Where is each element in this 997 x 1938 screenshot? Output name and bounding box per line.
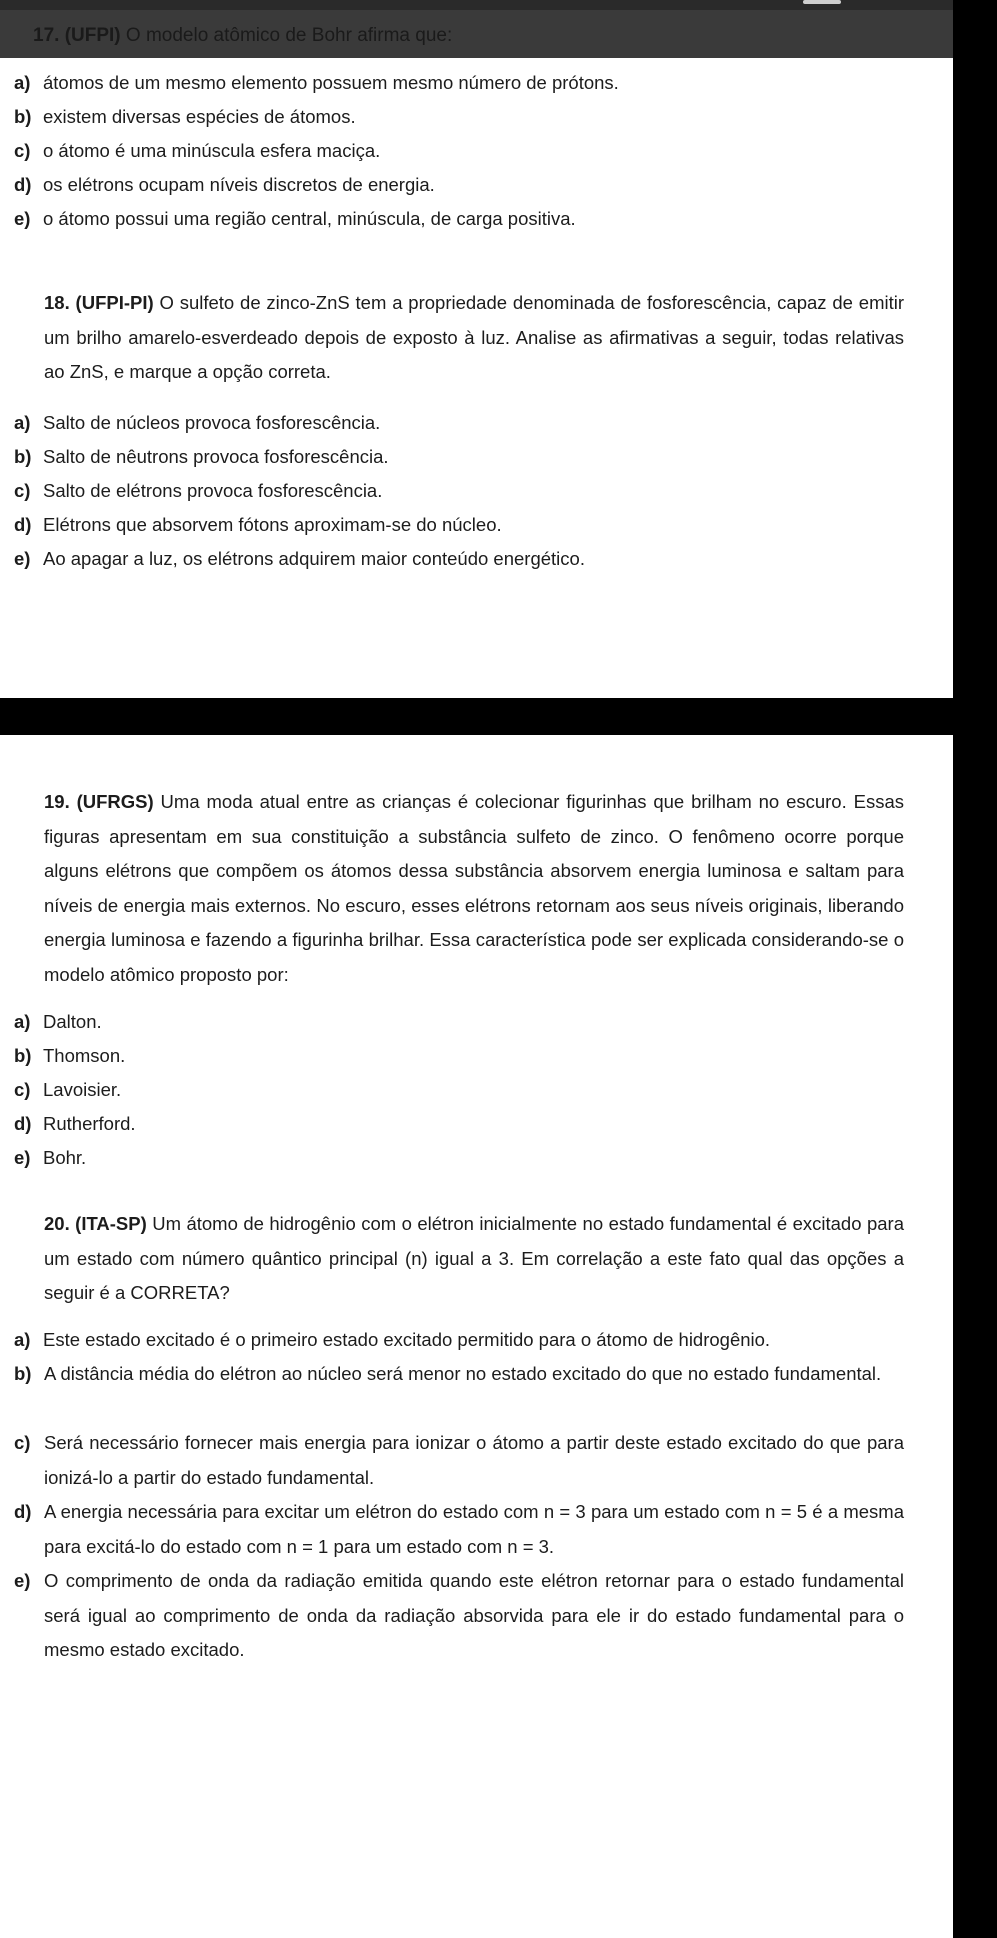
option-text: Elétrons que absorvem fótons aproximam-se do núcleo. [43, 514, 502, 535]
q18-option-d[interactable] [14, 508, 502, 543]
option-letter: c) [14, 140, 31, 161]
option-text: o átomo possui uma região central, minúscula, de carga positiva. [43, 208, 576, 229]
q20-option-a[interactable] [14, 1323, 770, 1358]
question-18-stem: O sulfeto de zinco-ZnS tem a propriedade denominada de fosforescência, capaz de emitir um brilho amarelo-esverdeado depois de exposto à luz. Analise as afirmativas a seguir, todas relativas ao ZnS, e marque a opção correta. [44, 292, 905, 382]
option-text: o átomo é uma minúscula esfera maciça. [43, 140, 381, 161]
option-letter: e) [14, 208, 31, 229]
option-text: Salto de elétrons provoca fosforescência. [43, 480, 383, 501]
question-20-title: 20. (ITA-SP) [44, 1213, 147, 1234]
question-20-stem: Um átomo de hidrogênio com o elétron inicialmente no estado fundamental é excitado para um estado com número quântico principal (n) igual a 3. Em correlação a este fato qual das opções a seguir é a CORRETA? [44, 1213, 904, 1303]
window-handle[interactable] [803, 0, 841, 4]
option-text: Dalton. [43, 1011, 102, 1032]
option-text: Será necessário fornecer mais energia para ionizar o átomo a partir deste estado excitado do que para ionizá-lo a partir do estado fundamental. [44, 1432, 904, 1488]
page-panel-2 [0, 735, 953, 1938]
option-letter: c) [14, 1432, 31, 1453]
q18-option-b[interactable] [14, 440, 389, 475]
option-text: os elétrons ocupam níveis discretos de energia. [43, 174, 435, 195]
option-text: A distância média do elétron ao núcleo será menor no estado excitado do que no estado fundamental. [44, 1363, 882, 1384]
q19-option-a[interactable] [14, 1005, 102, 1040]
option-letter: c) [14, 480, 31, 501]
q19-option-e[interactable] [14, 1141, 86, 1176]
option-letter: b) [14, 1045, 32, 1066]
page-panel-1 [0, 58, 953, 698]
q17-option-b[interactable] [14, 100, 356, 135]
q20-option-c[interactable] [14, 1426, 904, 1495]
top-bar [0, 0, 997, 10]
option-text: átomos de um mesmo elemento possuem mesmo número de prótons. [43, 72, 619, 93]
option-letter: d) [14, 174, 32, 195]
q18-option-c[interactable] [14, 474, 382, 509]
q17-option-d[interactable] [14, 168, 435, 203]
question-19-title: 19. (UFRGS) [44, 791, 154, 812]
q17-option-e[interactable] [14, 202, 576, 237]
option-letter: b) [14, 1363, 32, 1384]
q20-option-e[interactable] [14, 1564, 904, 1668]
q17-option-c[interactable] [14, 134, 380, 169]
option-letter: e) [14, 548, 31, 569]
option-letter: a) [14, 412, 31, 433]
option-letter: c) [14, 1079, 31, 1100]
option-text: Bohr. [43, 1147, 87, 1168]
right-margin [953, 0, 997, 1938]
q18-option-e[interactable] [14, 542, 585, 577]
question-18-stem-block [44, 286, 904, 390]
option-text: Thomson. [43, 1045, 126, 1066]
q19-option-c[interactable] [14, 1073, 121, 1108]
question-17-stem: O modelo atômico de Bohr afirma que: [120, 25, 453, 46]
question-20-stem-block [44, 1207, 904, 1311]
question-18-title: 18. (UFPI-PI) [44, 292, 154, 313]
option-text: O comprimento de onda da radiação emitida quando este elétron retornar para o estado fundamental será igual ao comprimento de onda da radiação absorvida para ele ir do estado fundamental para o mesmo estado excitado. [44, 1570, 904, 1660]
option-text: existem diversas espécies de átomos. [43, 106, 356, 127]
q19-option-d[interactable] [14, 1107, 136, 1142]
question-19-stem-block [44, 785, 904, 992]
option-letter: a) [14, 72, 31, 93]
option-text: Lavoisier. [43, 1079, 122, 1100]
option-text: Ao apagar a luz, os elétrons adquirem maior conteúdo energético. [43, 548, 585, 569]
option-text: A energia necessária para excitar um elétron do estado com n = 3 para um estado com n = 5 é a mesma para excitá-lo do estado com n = 1 para um estado com n = 3. [44, 1501, 904, 1557]
option-text: Salto de nêutrons provoca fosforescência. [43, 446, 389, 467]
option-letter: b) [14, 106, 32, 127]
option-letter: a) [14, 1011, 31, 1032]
option-letter: b) [14, 446, 32, 467]
option-letter: e) [14, 1147, 31, 1168]
option-letter: d) [14, 514, 32, 535]
question-17-header [0, 10, 953, 58]
option-letter: d) [14, 1501, 32, 1522]
option-letter: a) [14, 1329, 31, 1350]
q19-option-b[interactable] [14, 1039, 125, 1074]
option-letter: d) [14, 1113, 32, 1134]
option-text: Rutherford. [43, 1113, 136, 1134]
option-text: Salto de núcleos provoca fosforescência. [43, 412, 381, 433]
option-text: Este estado excitado é o primeiro estado excitado permitido para o átomo de hidrogênio. [43, 1329, 771, 1350]
q20-option-d[interactable] [14, 1495, 904, 1564]
q17-option-a[interactable] [14, 66, 619, 101]
q18-option-a[interactable] [14, 406, 380, 441]
option-letter: e) [14, 1570, 31, 1591]
question-17-title: 17. (UFPI) [33, 25, 121, 46]
question-19-stem: Uma moda atual entre as crianças é colecionar figurinhas que brilham no escuro. Essas figuras apresentam em sua constituição a substância sulfeto de zinco. O fenômeno ocorre porque alguns elétrons que compõem os átomos dessa substância absorvem energia luminosa e saltam para níveis de energia mais externos. No escuro, esses elétrons retornam aos seus níveis originais, liberando energia luminosa e fazendo a figurinha brilhar. Essa característica pode ser explicada considerando-se o modelo atômico proposto por: [44, 791, 904, 985]
question-17-heading [33, 25, 452, 47]
q20-option-b[interactable] [14, 1357, 904, 1392]
